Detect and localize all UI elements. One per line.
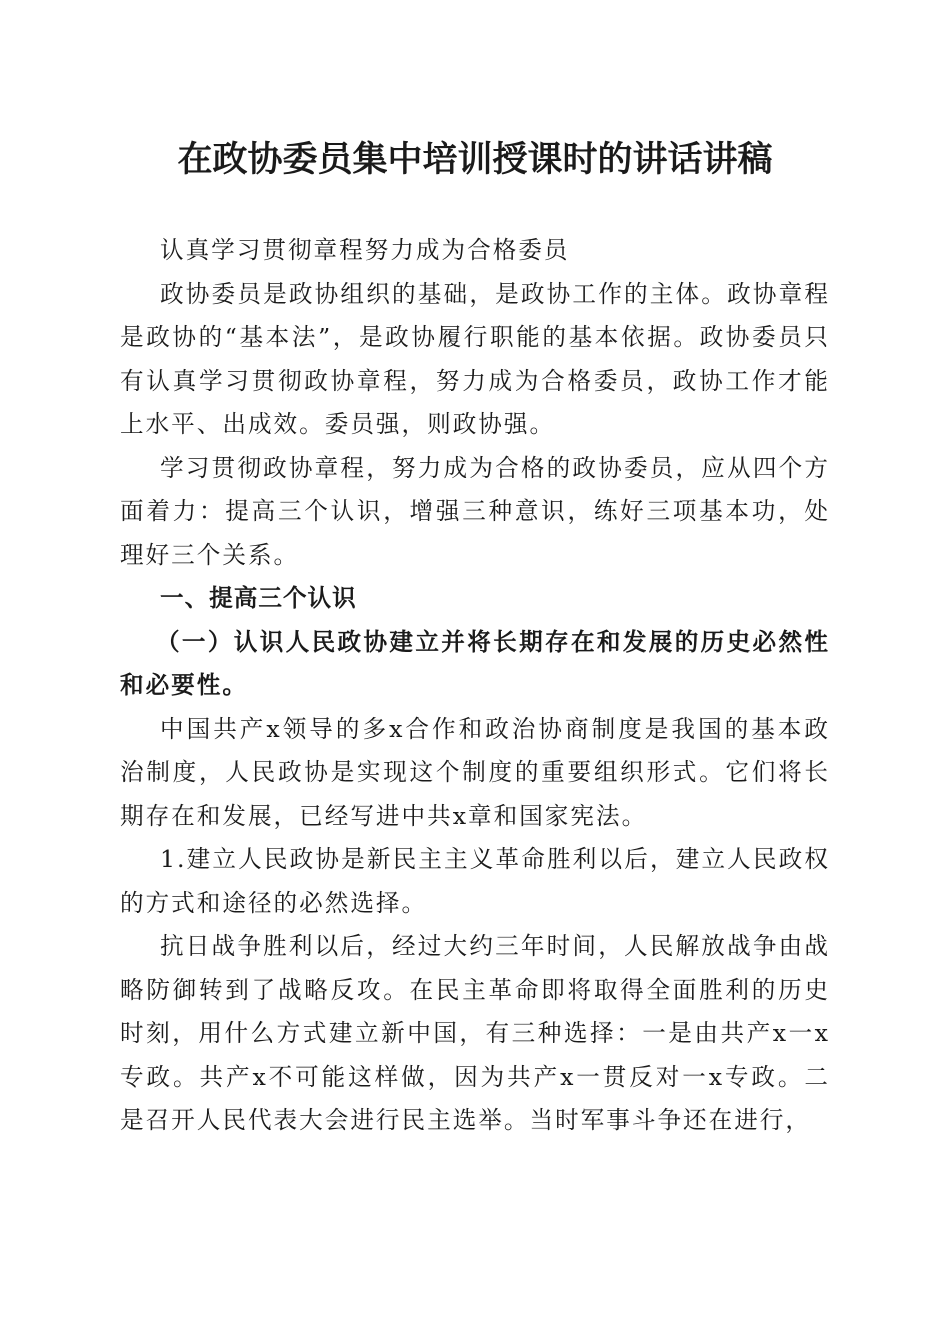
body-paragraph: 1.建立人民政协是新民主主义革命胜利以后，建立人民政权的方式和途径的必然选择。: [120, 845, 830, 917]
subtitle-paragraph: 认真学习贯彻章程努力成为合格委员: [160, 236, 570, 264]
body-paragraph: 中国共产x领导的多x合作和政治协商制度是我国的基本政治制度，人民政协是实现这个制度的重要组织形式。它们将长期存在和发展，已经写进中共x章和国家宪法。: [120, 714, 830, 830]
document-title: 在政协委员集中培训授课时的讲话讲稿: [177, 139, 773, 180]
subsection-heading: （一）认识人民政协建立并将长期存在和发展的历史必然性和必要性。: [120, 627, 830, 699]
body-paragraph: 学习贯彻政协章程，努力成为合格的政协委员，应从四个方面着力：提高三个认识，增强三种意识，练好三项基本功，处理好三个关系。: [120, 453, 830, 569]
document-body: [120, 229, 830, 1143]
section-heading: 一、提高三个认识: [160, 584, 357, 612]
body-paragraph: 政协委员是政协组织的基础，是政协工作的主体。政协章程是政协的“基本法”，是政协履行职能的基本依据。政协委员只有认真学习贯彻政协章程，努力成为合格委员，政协工作才能上水平、出成效。委员强，则政协强。: [120, 279, 830, 438]
body-paragraph: 抗日战争胜利以后，经过大约三年时间，人民解放战争由战略防御转到了战略反攻。在民主革命即将取得全面胜利的历史时刻，用什么方式建立新中国，有三种选择：一是由共产x一x专政。共产x不可能这样做，因为共产x一贯反对一x专政。二是召开人民代表大会进行民主选举。当时军事斗争还在进行，: [120, 932, 830, 1134]
